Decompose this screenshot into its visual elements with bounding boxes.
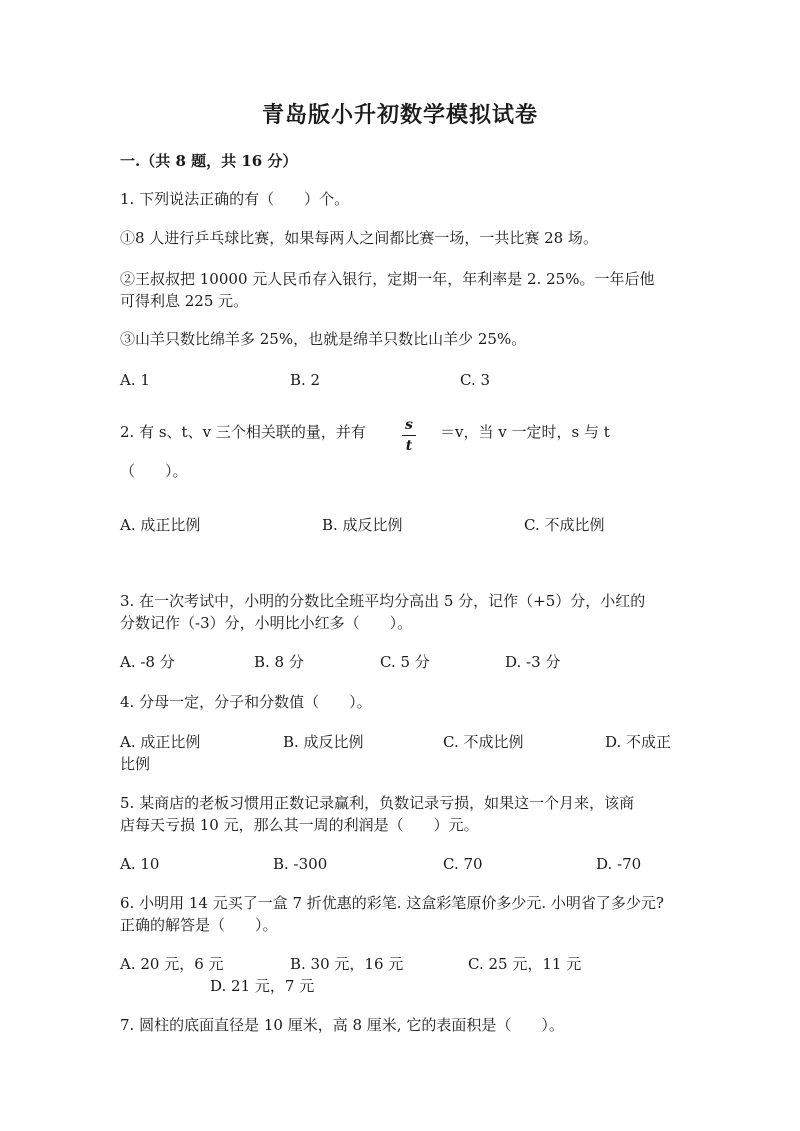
question-1-text: 1. 下列说法正确的有（ ）个。 (120, 190, 350, 208)
question-5-line-2: 店每天亏损 10 元，那么其一周的利润是（ ）元。 (120, 816, 479, 834)
question-2-text-part-2: ＝v，当 v 一定时，s 与 t (440, 423, 610, 441)
question-2-option-b[interactable]: B. 成反比例 (322, 516, 403, 534)
question-3-option-b[interactable]: B. 8 分 (254, 653, 304, 671)
question-6-line-1: 6. 小明用 14 元买了一盒 7 折优惠的彩笔. 这盒彩笔原价多少元. 小明省了多少元? (120, 894, 664, 912)
fraction-numerator: s (405, 417, 413, 433)
question-6-option-d[interactable]: D. 21 元，7 元 (210, 977, 315, 995)
question-2-option-c[interactable]: C. 不成比例 (524, 516, 605, 534)
fraction-s-over-t (401, 418, 417, 453)
question-6-option-a[interactable]: A. 20 元，6 元 (120, 955, 224, 973)
fraction-bar (402, 435, 416, 436)
question-2-text-part-1: 2. 有 s、t、v 三个相关联的量，并有 (120, 423, 366, 441)
question-1-option-c[interactable]: C. 3 (460, 371, 491, 389)
question-1-statement-2-line-1: ②王叔叔把 10000 元人民币存入银行，定期一年，年利率是 2. 25%。一年后他 (120, 270, 655, 288)
question-5-line-1: 5. 某商店的老板习惯用正数记录赢利，负数记录亏损，如果这一个月来，该商 (120, 794, 635, 812)
question-3-line-2: 分数记作（-3）分，小明比小红多（ ）。 (120, 614, 413, 632)
question-4-option-b[interactable]: B. 成反比例 (283, 733, 364, 751)
question-3-option-a[interactable]: A. -8 分 (120, 653, 175, 671)
question-2-text-part-3: （ ）。 (120, 462, 188, 480)
question-7-text: 7. 圆柱的底面直径是 10 厘米，高 8 厘米, 它的表面积是（ ）。 (120, 1016, 564, 1034)
question-1-statement-2-line-2: 可得利息 225 元。 (120, 292, 249, 310)
fraction-denominator: t (405, 438, 413, 454)
question-1-statement-3: ③山羊只数比绵羊多 25%，也就是绵羊只数比山羊少 25%。 (120, 330, 527, 348)
question-6-option-c[interactable]: C. 25 元，11 元 (468, 955, 582, 973)
question-3-option-d[interactable]: D. -3 分 (505, 653, 561, 671)
question-5-option-a[interactable]: A. 10 (120, 855, 160, 873)
question-6-line-2: 正确的解答是（ ）。 (120, 916, 278, 934)
question-5-option-d[interactable]: D. -70 (596, 855, 642, 873)
question-2-option-a[interactable]: A. 成正比例 (120, 516, 201, 534)
question-3-line-1: 3. 在一次考试中，小明的分数比全班平均分高出 5 分，记作（+5）分，小红的 (120, 592, 646, 610)
question-4-option-c[interactable]: C. 不成比例 (443, 733, 524, 751)
question-4-option-d-wrap: 比例 (120, 755, 151, 773)
question-4-text: 4. 分母一定，分子和分数值（ ）。 (120, 693, 372, 711)
question-4-option-a[interactable]: A. 成正比例 (120, 733, 201, 751)
question-1-statement-1: ①8 人进行乒乓球比赛，如果每两人之间都比赛一场，一共比赛 28 场。 (120, 229, 598, 247)
question-5-option-b[interactable]: B. -300 (273, 855, 328, 873)
section-heading: 一.（共 8 题，共 16 分） (120, 152, 298, 170)
question-5-option-c[interactable]: C. 70 (443, 855, 483, 873)
question-1-option-a[interactable]: A. 1 (120, 371, 150, 389)
question-6-option-b[interactable]: B. 30 元，16 元 (290, 955, 404, 973)
question-3-option-c[interactable]: C. 5 分 (380, 653, 430, 671)
question-1-option-b[interactable]: B. 2 (290, 371, 321, 389)
page-title: 青岛版小升初数学模拟试卷 (261, 102, 538, 128)
question-4-option-d[interactable]: D. 不成正 (605, 733, 672, 751)
